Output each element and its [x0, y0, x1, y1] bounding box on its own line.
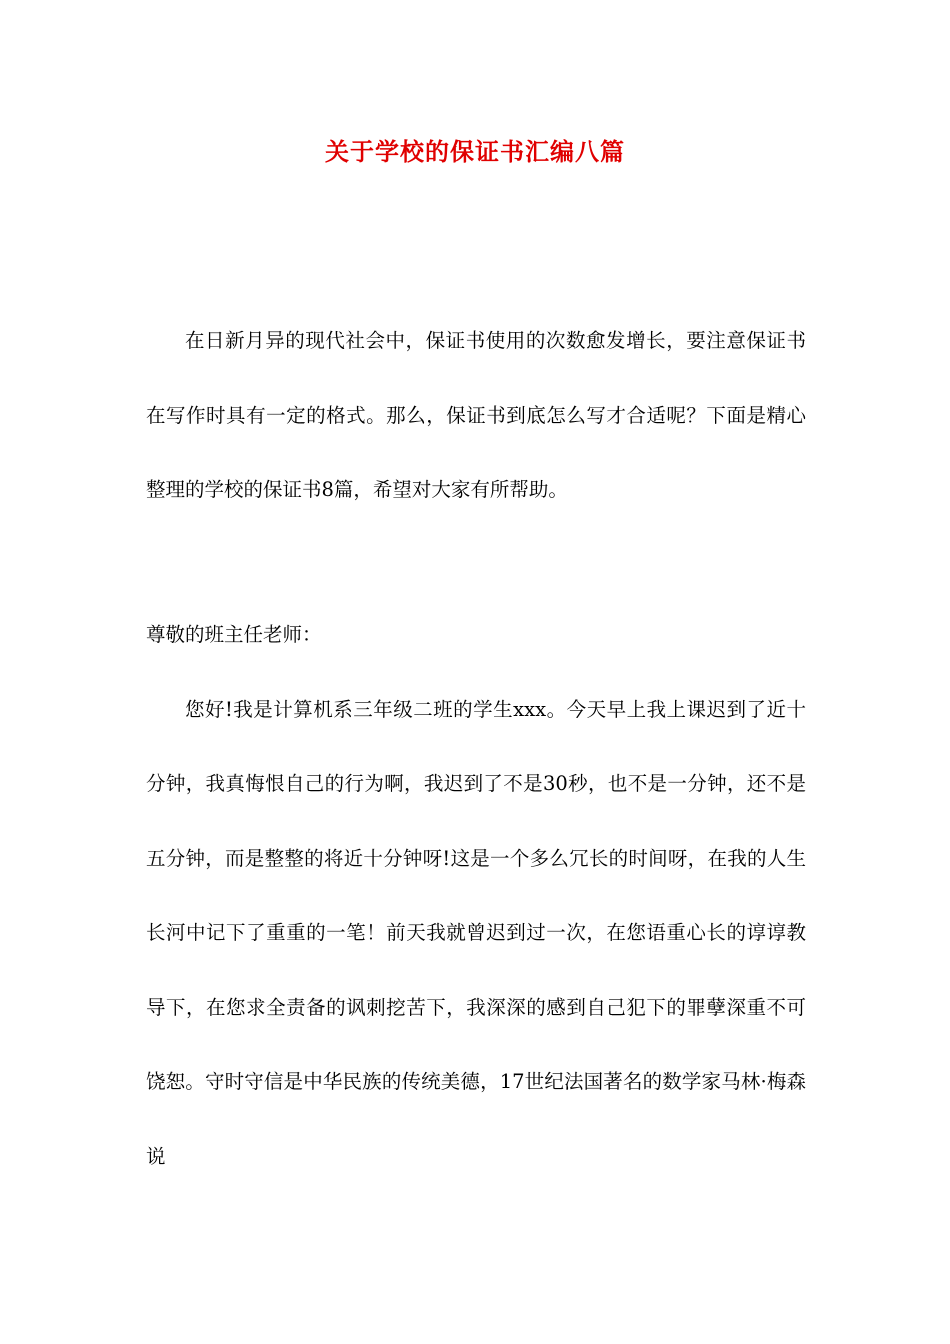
letter-section [146, 598, 806, 1194]
letter-salutation: 尊敬的班主任老师： [146, 623, 322, 646]
document-title: 关于学校的保证书汇编八篇 [325, 137, 625, 166]
intro-paragraph: 在日新月异的现代社会中，保证书使用的次数愈发增长，要注意保证书在写作时具有一定的格式。那么，保证书到底怎么写才合适呢？下面是精心整理的学校的保证书8篇，希望对大家有所帮助。 [146, 329, 806, 501]
letter-body-paragraph: 您好!我是计算机系三年级二班的学生xxx。今天早上我上课迟到了近十分钟，我真悔恨自己的行为啊，我迟到了不是30秒，也不是一分钟，还不是五分钟，而是整整的将近十分钟呀!这是一个多么冗长的时间呀，在我的人生长河中记下了重重的一笔！前天我就曾迟到过一次，在您语重心长的谆谆教导下，在您求全责备的讽刺挖苦下，我深深的感到自己犯下的罪孽深重不可饶恕。守时守信是中华民族的传统美德，17世纪法国著名的数学家马林·梅森说 [146, 697, 806, 1168]
intro-section [146, 304, 806, 528]
